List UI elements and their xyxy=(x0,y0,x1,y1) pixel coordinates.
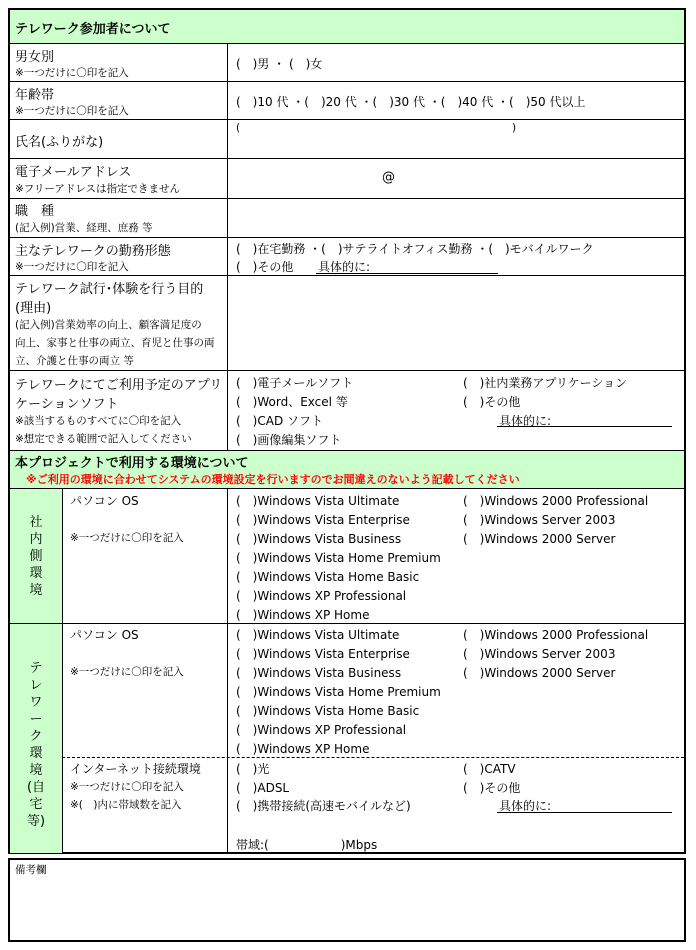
purpose-note-3: 立、介護と仕事の両立 等 xyxy=(15,355,134,367)
workstyle-options[interactable]: ( )在宅勤務 ・( )サテライトオフィス勤務 ・( )モバイルワーク xyxy=(236,242,594,256)
purpose-input[interactable] xyxy=(230,278,680,368)
gender-note: ※一つだけに〇印を記入 xyxy=(15,67,129,79)
home-os-option[interactable]: ( )Windows Vista Home Basic xyxy=(236,704,420,718)
apps-label: テレワークにてご利用予定のアプリ xyxy=(15,378,223,393)
office-os-option[interactable]: ( )Windows Vista Business xyxy=(236,532,402,546)
apps-note-2: ※想定できる範囲で記入してください xyxy=(15,433,192,445)
net-option[interactable]: ( )その他 xyxy=(463,781,521,795)
net-option[interactable]: ( )ADSL xyxy=(236,781,290,795)
office-os-option[interactable]: ( )Windows 2000 Server xyxy=(463,532,616,546)
section1-title: テレワーク参加者について xyxy=(15,22,171,37)
office-vertical-label: 社内側環境 xyxy=(29,515,43,598)
home-vertical-label: テレワーク環境(自宅等) xyxy=(26,661,46,829)
gender-label: 男女別 xyxy=(15,50,55,65)
name-input[interactable] xyxy=(242,122,508,152)
name-label: 氏名(ふりがな) xyxy=(15,135,104,150)
net-label: インターネット接続環境 xyxy=(70,762,201,776)
job-input[interactable] xyxy=(230,200,680,235)
net-specific: 具体的に: xyxy=(499,799,552,813)
section2-title: 本プロジェクトで利用する環境について xyxy=(15,456,249,471)
net-note-1: ※一つだけに〇印を記入 xyxy=(70,781,184,793)
home-os-option[interactable]: ( )Windows Server 2003 xyxy=(463,647,616,661)
office-os-option[interactable]: ( )Windows Vista Home Basic xyxy=(236,570,420,584)
home-os-option[interactable]: ( )Windows Vista Business xyxy=(236,666,402,680)
workstyle-specific: 具体的に: xyxy=(318,260,371,274)
home-os-option[interactable]: ( )Windows XP Home xyxy=(236,742,370,756)
office-pc-label: パソコン OS xyxy=(70,494,139,508)
workstyle-label: 主なテレワークの勤務形態 xyxy=(15,244,171,259)
email-label: 電子メールアドレス xyxy=(15,165,132,180)
apps-option[interactable]: ( )Word、Excel 等 xyxy=(236,395,348,409)
age-options[interactable]: ( )10 代 ・( )20 代 ・( )30 代 ・( )40 代 ・( )50 代以上 xyxy=(236,95,586,109)
bandwidth-field[interactable]: 帯域:( )Mbps xyxy=(236,838,378,852)
name-open-paren: ( xyxy=(236,122,241,134)
office-note: ※一つだけに〇印を記入 xyxy=(70,532,184,544)
home-os-option[interactable]: ( )Windows Vista Home Premium xyxy=(236,685,441,699)
office-os-option[interactable]: ( )Windows Vista Ultimate xyxy=(236,494,400,508)
apps-option[interactable]: ( )その他 xyxy=(463,395,521,409)
apps-option[interactable]: ( )CAD ソフト xyxy=(236,414,324,428)
home-pc-label: パソコン OS xyxy=(70,628,139,642)
apps-option[interactable]: ( )社内業務アプリケーション xyxy=(463,376,628,390)
purpose-label-reason: (理由) xyxy=(15,301,52,316)
net-option[interactable]: ( )携帯接続(高速モバイルなど) xyxy=(236,799,411,813)
apps-note-1: ※該当するものすべてに〇印を記入 xyxy=(15,415,182,427)
email-input[interactable] xyxy=(230,160,680,196)
purpose-note-2: 向上、家事と仕事の両立、育児と仕事の両 xyxy=(15,337,215,349)
remarks-box[interactable] xyxy=(8,858,686,942)
age-label: 年齢帯 xyxy=(15,88,55,103)
email-note: ※フリーアドレスは指定できません xyxy=(15,183,181,195)
net-option[interactable]: ( )CATV xyxy=(463,762,516,776)
home-os-option[interactable]: ( )Windows XP Professional xyxy=(236,723,407,737)
office-os-option[interactable]: ( )Windows Server 2003 xyxy=(463,513,616,527)
name-close-paren: ) xyxy=(512,122,517,134)
apps-option[interactable]: ( )電子メールソフト xyxy=(236,376,354,390)
job-label: 職 種 xyxy=(15,204,55,219)
home-os-option[interactable]: ( )Windows Vista Enterprise xyxy=(236,647,410,661)
job-note: (記入例)営業、経理、庶務 等 xyxy=(15,222,153,234)
home-os-option[interactable]: ( )Windows Vista Ultimate xyxy=(236,628,400,642)
workstyle-other[interactable]: ( )その他 xyxy=(236,260,294,274)
office-os-option[interactable]: ( )Windows XP Home xyxy=(236,608,370,622)
home-note: ※一つだけに〇印を記入 xyxy=(70,666,184,678)
section2-warning: ※ご利用の環境に合わせてシステムの環境設定を行いますのでお間違えのないよう記載してください xyxy=(26,473,520,486)
remarks-label: 備考欄 xyxy=(15,864,47,876)
purpose-label: テレワーク試行･体験を行う目的 xyxy=(15,282,204,297)
gender-options[interactable]: ( )男 ・ ( )女 xyxy=(236,57,323,71)
workstyle-note: ※一つだけに〇印を記入 xyxy=(15,261,129,273)
purpose-note-1: (記入例)営業効率の向上、顧客満足度の xyxy=(15,319,202,331)
office-os-option[interactable]: ( )Windows XP Professional xyxy=(236,589,407,603)
office-os-option[interactable]: ( )Windows 2000 Professional xyxy=(463,494,649,508)
office-os-option[interactable]: ( )Windows Vista Enterprise xyxy=(236,513,410,527)
apps-specific: 具体的に: xyxy=(499,414,552,428)
apps-label-2: ケーションソフト xyxy=(15,397,119,412)
age-note: ※一つだけに〇印を記入 xyxy=(15,105,129,117)
home-os-option[interactable]: ( )Windows 2000 Professional xyxy=(463,628,649,642)
office-os-option[interactable]: ( )Windows Vista Home Premium xyxy=(236,551,441,565)
home-os-option[interactable]: ( )Windows 2000 Server xyxy=(463,666,616,680)
email-at-sign: @ xyxy=(382,170,395,185)
net-note-2: ※( )内に帯域数を記入 xyxy=(70,799,182,811)
net-option[interactable]: ( )光 xyxy=(236,762,270,776)
apps-option[interactable]: ( )画像編集ソフト xyxy=(236,433,342,447)
